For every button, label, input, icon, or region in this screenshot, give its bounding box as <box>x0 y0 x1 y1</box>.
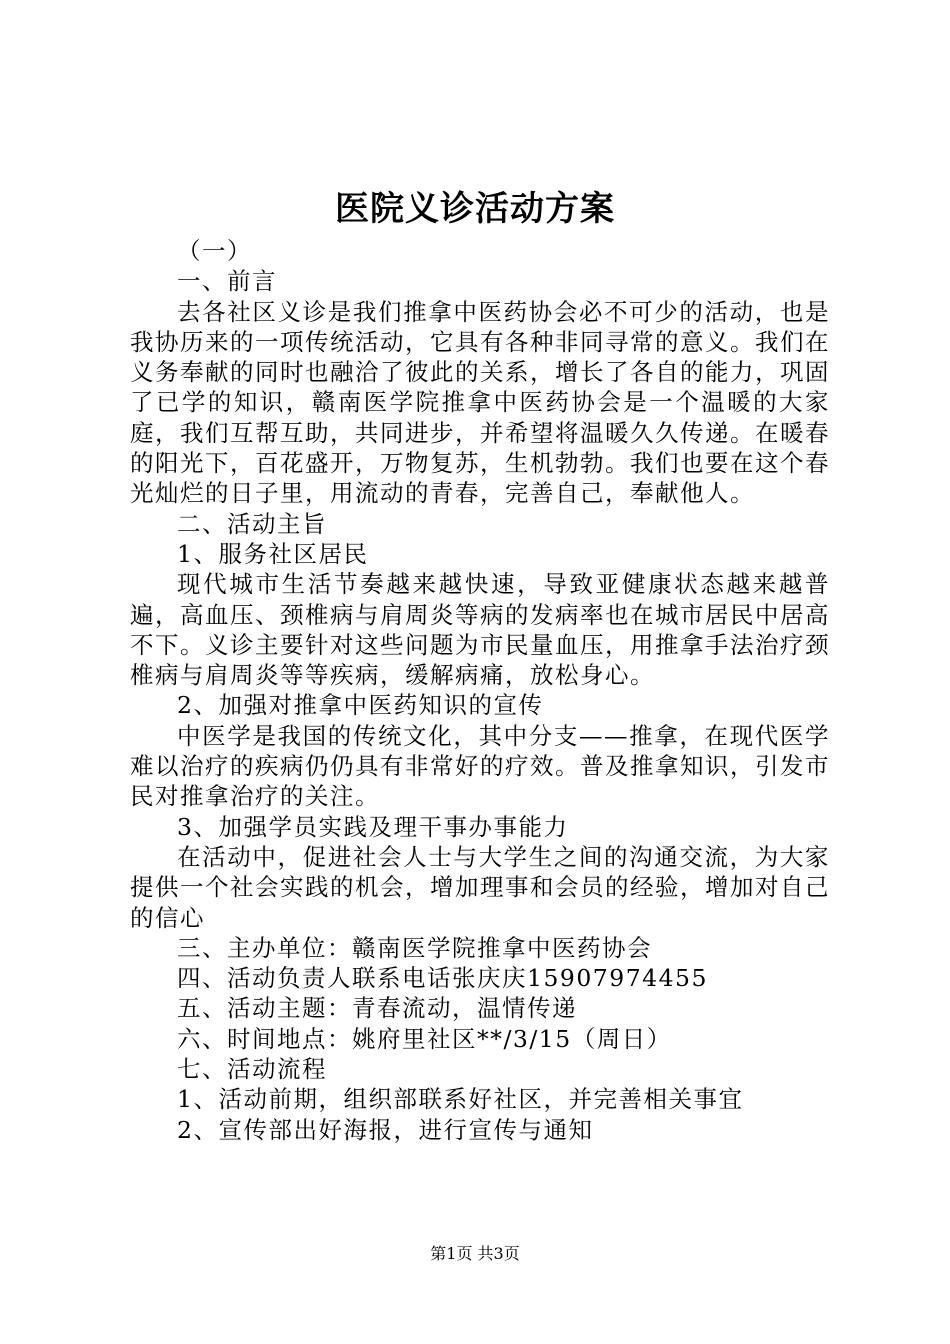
document-title: 医院义诊活动方案 <box>335 189 615 229</box>
section-heading: 四、活动负责人联系电话张庆庆15907974455 <box>177 964 708 993</box>
body-paragraph: 去各社区义诊是我们推拿中医药协会必不可少的活动，也是我协历来的一项传统活动，它具有各种非同寻常的意义。我们在义务奉献的同时也融洽了彼此的关系，增长了各自的能力，巩固了已学的知识，赣南医学院推拿中医药协会是一个温暖的大家庭，我们互帮互助，共同进步，并希望将温暖久久传递。在暖春的阳光下，百花盛开，万物复苏，生机勃勃。我们也要在这个春光灿烂的日子里，用流动的青春，完善自己，奉献他人。 <box>130 297 830 508</box>
section-marker: （一） <box>177 237 252 265</box>
subsection-heading: 1、服务社区居民 <box>177 539 369 568</box>
subsection-heading: 2、加强对推拿中医药知识的宣传 <box>177 691 544 720</box>
body-paragraph: 在活动中，促进社会人士与大学生之间的沟通交流，为大家提供一个社会实践的机会，增加理事和会员的经验，增加对自己的信心 <box>130 842 830 932</box>
section-heading: 七、活动流程 <box>177 1055 327 1084</box>
subsection-heading: 3、加强学员实践及理干事办事能力 <box>177 812 569 841</box>
body-paragraph: 现代城市生活节奏越来越快速，导致亚健康状态越来越普遍，高血压、颈椎病与肩周炎等病的发病率也在城市居民中居高不下。义诊主要针对这些问题为市民量血压，用推拿手法治疗颈椎病与肩周炎等等疾病，缓解病痛，放松身心。 <box>130 570 830 690</box>
page-footer: 第1页 共3页 <box>430 1244 520 1263</box>
section-heading: 二、活动主旨 <box>177 509 327 538</box>
section-heading: 一、前言 <box>177 267 277 296</box>
body-paragraph: 中医学是我国的传统文化，其中分支——推拿，在现代医学难以治疗的疾病仍仍具有非常好的疗效。普及推拿知识，引发市民对推拿治疗的关注。 <box>130 721 830 811</box>
list-item: 1、活动前期，组织部联系好社区，并完善相关事宜 <box>177 1085 744 1114</box>
section-heading: 五、活动主题：青春流动，温情传递 <box>177 994 577 1023</box>
section-heading: 六、时间地点：姚府里社区**/3/15（周日） <box>177 1024 672 1053</box>
document-body <box>130 236 830 1145</box>
section-heading: 三、主办单位：赣南医学院推拿中医药协会 <box>177 933 652 962</box>
list-item: 2、宣传部出好海报，进行宣传与通知 <box>177 1115 594 1144</box>
